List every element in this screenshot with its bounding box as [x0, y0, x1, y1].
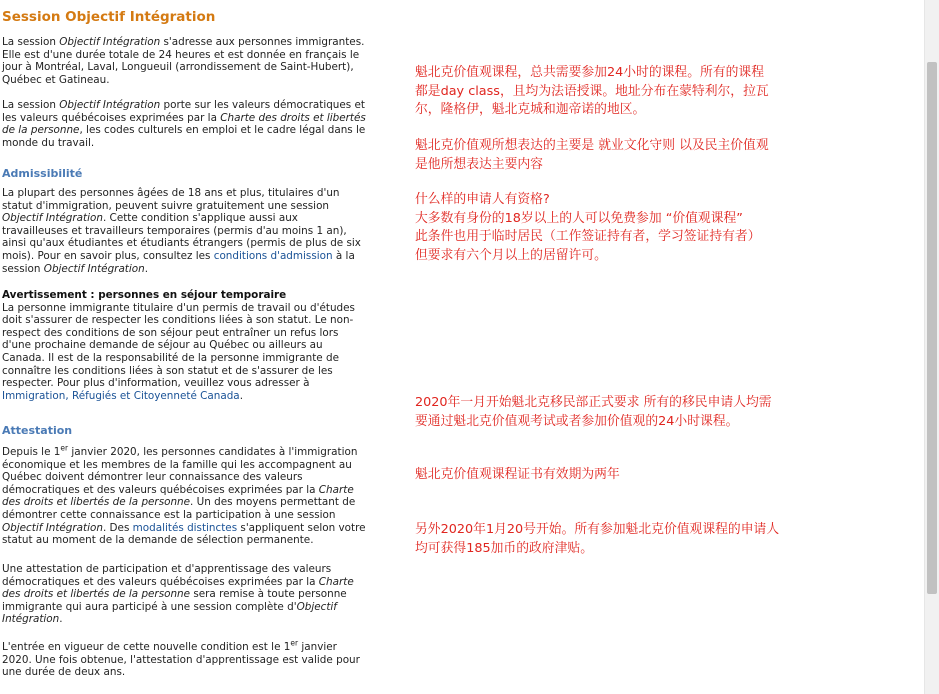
text: . Des: [102, 521, 133, 534]
annotation-line: 尔，隆格伊，魁北克城和迦帝诺的地区。: [415, 102, 646, 117]
text-emphasis: Objectif Intégration: [59, 99, 161, 111]
text-emphasis: Charte des droits et libertés de la personne: [2, 111, 366, 137]
annotation-certificate-validity: [415, 466, 835, 485]
annotation-allowance: [415, 521, 835, 558]
text-emphasis: Objectif Intégration: [59, 36, 161, 48]
text: Une attestation de participation et d'apprentissage des valeurs démocratiques et des valeurs québécoises exprimées par la: [2, 563, 332, 588]
attestation-paragraph-2: [2, 563, 366, 626]
admissibility-paragraph: [2, 187, 366, 275]
annotation-requirement-2020: [415, 394, 835, 431]
text-emphasis: Objectif Intégration: [2, 600, 337, 626]
text: .: [59, 613, 63, 626]
page-title: Session Objectif Intégration: [2, 9, 216, 25]
text: L'entrée en vigueur de cette nouvelle condition est le 1: [2, 641, 291, 653]
annotation-line: 要通过魁北克价值观考试或者参加价值观的24小时课程。: [415, 413, 739, 429]
superscript: er: [60, 443, 69, 453]
annotation-line: 魁北克价值观所想表达的主要是 就业文化守则 以及民主价值观: [415, 138, 769, 153]
annotation-line: 大多数有身份的18岁以上的人可以免费参加 “价值观课程”: [415, 210, 743, 226]
annotation-line: 均可获得185加币的政府津贴。: [415, 540, 593, 556]
text: s'appliquent selon votre statut au moment de la demande de sélection permanente.: [2, 521, 366, 547]
section-heading-attestation: Attestation: [2, 424, 73, 437]
text: porte sur les valeurs démocratiques et les valeurs québécoises exprimées par la: [2, 99, 365, 124]
warning-heading: Avertissement : personnes en séjour temporaire: [2, 289, 287, 301]
text: Depuis le 1: [2, 446, 61, 458]
section-heading-admissibility: Admissibilité: [2, 167, 83, 180]
text-emphasis: Charte des droits et libertés de la personne: [2, 575, 354, 601]
annotation-line: 2020年一月开始魁北克移民部正式要求 所有的移民申请人均需: [415, 395, 772, 410]
annotation-line: 什么样的申请人有资格?: [415, 192, 550, 207]
vertical-scrollbar[interactable]: [924, 0, 939, 694]
text-emphasis: Charte des droits et libertés de la personne: [2, 483, 354, 509]
warning-block: [2, 289, 366, 402]
text: janvier 2020. Une fois obtenue, l'attestation d'apprentissage est valide pour une durée de deux ans.: [2, 641, 360, 679]
admission-conditions-link[interactable]: conditions d'admission: [213, 249, 333, 262]
attestation-paragraph-1: [2, 443, 366, 547]
superscript: er: [290, 638, 299, 648]
text: janvier 2020, les personnes candidates à l'immigration économique et les membres de la famille qui les accompagnent au Québec doivent démontrer leur connaissance des valeurs démocratiques et des valeurs québécoises exprimées par la: [2, 446, 358, 496]
text: La session: [2, 36, 60, 48]
text: .: [144, 262, 149, 275]
text: , les codes culturels en emploi et le cadre légal dans le monde du travail.: [2, 124, 366, 149]
annotation-line: 是他所想表达主要内容: [415, 156, 543, 172]
text-emphasis: Objectif Intégration: [43, 262, 145, 275]
annotation-course-overview: [415, 64, 835, 120]
text-emphasis: Objectif Intégration: [2, 521, 103, 534]
annotation-line: 此条件也用于临时居民（工作签证持有者，学习签证持有者）: [415, 229, 761, 244]
attestation-paragraph-3: [2, 638, 366, 679]
text: . Cette condition s'applique aussi aux travailleuses et travailleurs temporaires (permis d'au moins 1 an), ainsi qu'aux étudiantes et étudiants étrangers (permis de plus de six mois). Pour en savoir plus, consultez les: [2, 212, 361, 262]
annotation-line: 另外2020年1月20号开始。所有参加魁北克价值观课程的申请人: [415, 522, 780, 537]
text: La session: [2, 99, 60, 111]
distinct-modalities-link[interactable]: modalités distinctes: [132, 521, 238, 534]
annotation-line: 都是day class，且均为法语授课。地址分布在蒙特利尔，拉瓦: [415, 83, 769, 99]
text: à la session: [2, 249, 355, 275]
text: s'adresse aux personnes immigrantes. Elle est d'une durée totale de 24 heures et est donnée en français le jour à Montréal, Laval, Longueuil (arrondissement de Saint-Hubert), Québec et Gatineau.: [2, 36, 365, 86]
text-emphasis: Objectif Intégration: [2, 212, 103, 225]
scrollbar-thumb[interactable]: [927, 62, 937, 594]
text: La personne immigrante titulaire d'un permis de travail ou d'études doit s'assurer de respecter les conditions liées à son statut. Le non-respect des conditions de son séjour peut entraîner un refus lors d'une prochaine demande de séjour au Québec ou ailleurs au Canada. Il est de la responsabilité de la personne immigrante de connaître les conditions liées à son statut et de s'assurer de les respecter. Pour plus d'information, veuillez vous adresser à: [2, 301, 355, 390]
text: .: [239, 389, 243, 402]
annotation-course-content: [415, 137, 835, 174]
annotation-eligibility: [415, 191, 835, 265]
text: La plupart des personnes âgées de 18 ans et plus, titulaires d'un statut d'immigration, peuvent suivre gratuitement une session: [2, 187, 340, 212]
annotation-line: 魁北克价值观课程，总共需要参加24小时的课程。所有的课程: [415, 65, 765, 80]
annotation-line: 魁北克价值观课程证书有效期为两年: [415, 467, 620, 482]
text: sera remise à toute personne immigrante qui aura participé à une session complète d': [2, 588, 347, 613]
annotation-line: 但要求有六个月以上的居留许可。: [415, 247, 607, 263]
text: . Un des moyens permettant de démontrer cette connaissance est la participation à une session: [2, 496, 356, 521]
intro-paragraph-2: [2, 99, 366, 149]
intro-paragraph-1: [2, 36, 366, 86]
ircc-link[interactable]: Immigration, Réfugiés et Citoyenneté Canada: [2, 389, 240, 402]
